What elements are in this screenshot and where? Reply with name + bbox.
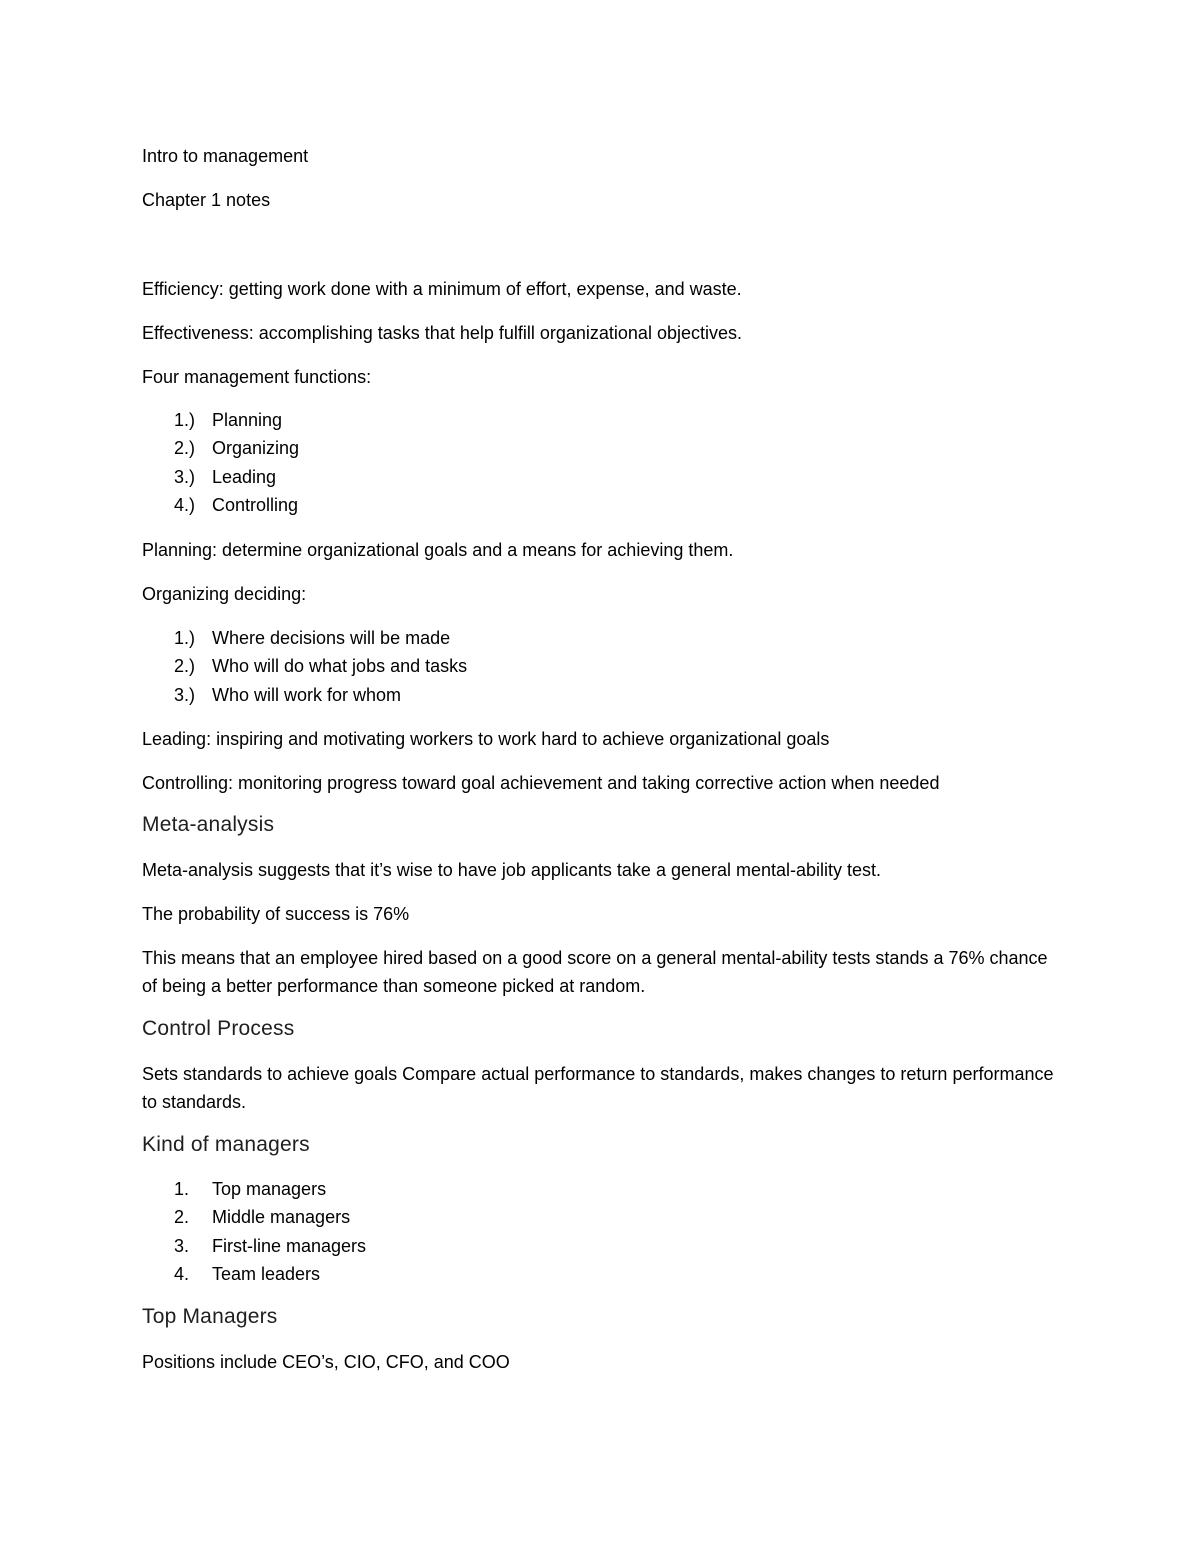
list-item-number: 2.) xyxy=(174,438,196,459)
leading-definition: Leading: inspiring and motivating workers to work hard to achieve organizational goals xyxy=(142,729,830,749)
efficiency-definition: Efficiency: getting work done with a minimum of effort, expense, and waste. xyxy=(142,279,742,299)
document-subtitle: Chapter 1 notes xyxy=(142,190,271,210)
planning-definition: Planning: determine organizational goals and a means for achieving them. xyxy=(142,540,734,560)
list-item-number: 4.) xyxy=(174,494,196,515)
control-process-paragraph: Sets standards to achieve goals Compare actual performance to standards, makes changes to return performance to standards. xyxy=(142,1064,1054,1112)
list-item-text: Planning xyxy=(212,410,283,430)
list-item-number: 2. xyxy=(174,1207,190,1228)
meta-explanation-paragraph: This means that an employee hired based on a good score on a general mental-ability tests stands a 76% chance of being a better performance than someone picked at random. xyxy=(142,948,1048,996)
document-title: Intro to management xyxy=(142,146,309,166)
list-item-number: 3. xyxy=(174,1235,190,1256)
top-managers-paragraph: Positions include CEO’s, CIO, CFO, and COO xyxy=(142,1352,510,1372)
effectiveness-definition: Effectiveness: accomplishing tasks that help fulfill organizational objectives. xyxy=(142,323,742,343)
probability-paragraph: The probability of success is 76% xyxy=(142,904,410,924)
functions-intro: Four management functions: xyxy=(142,367,372,387)
list-item-number: 4. xyxy=(174,1263,190,1284)
organizing-intro: Organizing deciding: xyxy=(142,584,307,604)
list-item-number: 1. xyxy=(174,1179,190,1199)
list-item-text: Middle managers xyxy=(212,1207,351,1228)
control-process-heading: Control Process xyxy=(142,1017,295,1040)
kinds-of-managers-heading: Kind of managers xyxy=(142,1133,310,1156)
list-item-text: First-line managers xyxy=(212,1235,367,1256)
list-item-text: Team leaders xyxy=(212,1263,321,1284)
meta-analysis-paragraph: Meta-analysis suggests that it’s wise to have job applicants take a general mental-ability test. xyxy=(142,860,882,880)
list-item-text: Top managers xyxy=(212,1179,327,1199)
list-item-number: 1.) xyxy=(174,628,196,648)
list-item-number: 1.) xyxy=(174,410,196,430)
top-managers-heading: Top Managers xyxy=(142,1305,278,1328)
list-item-text: Where decisions will be made xyxy=(212,628,451,648)
list-item-text: Who will work for whom xyxy=(212,684,402,705)
list-item-number: 3.) xyxy=(174,684,196,705)
list-item-text: Organizing xyxy=(212,438,300,459)
meta-analysis-heading: Meta-analysis xyxy=(142,813,275,836)
list-item-number: 3.) xyxy=(174,466,196,487)
list-item-number: 2.) xyxy=(174,656,196,677)
controlling-definition: Controlling: monitoring progress toward goal achievement and taking corrective action when needed xyxy=(142,773,940,793)
list-item-text: Who will do what jobs and tasks xyxy=(212,656,468,677)
list-item-text: Controlling xyxy=(212,494,299,515)
list-item-text: Leading xyxy=(212,466,277,487)
